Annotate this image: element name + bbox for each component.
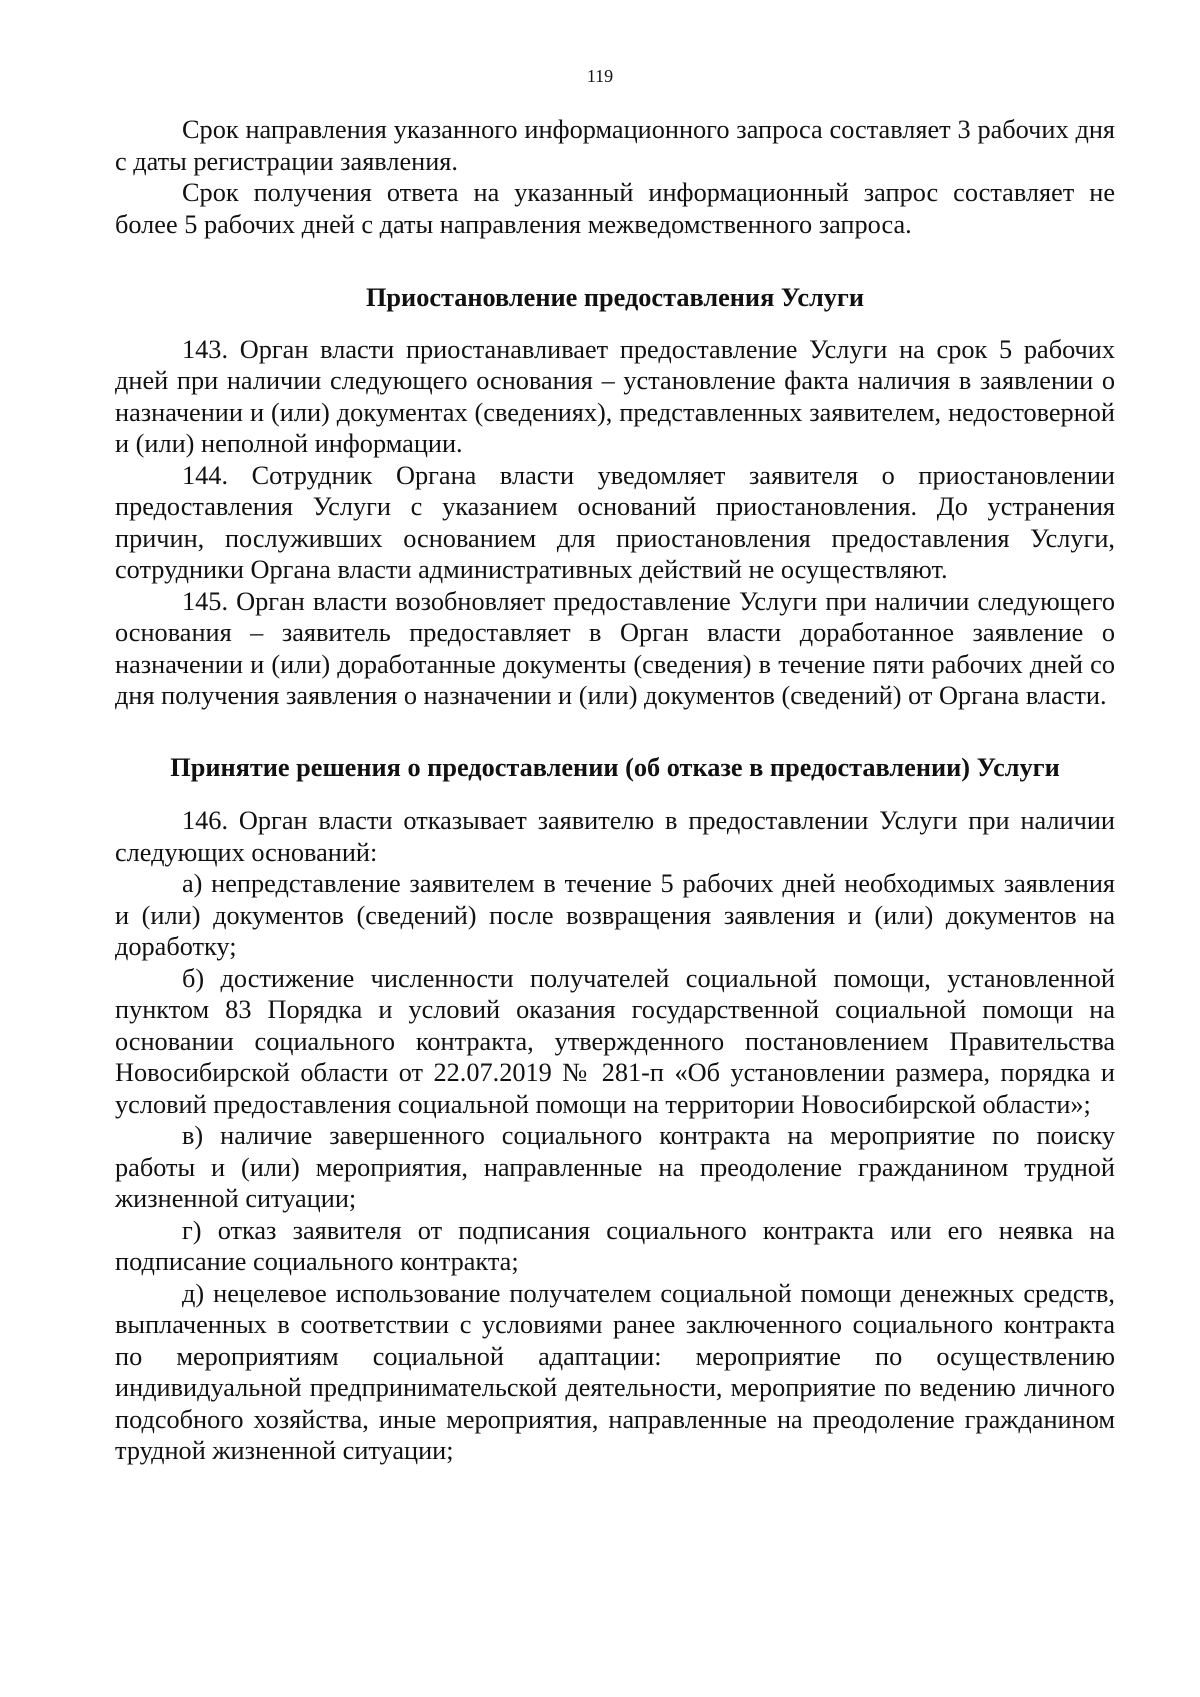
list-item-g: г) отказ заявителя от подписания социального контракта или его неявка на подписание социального контракта; (115, 1215, 1115, 1276)
paragraph-response-deadline: Срок получения ответа на указанный информационный запрос составляет не более 5 рабочих дней с даты направления межведомственного запроса. (115, 178, 1115, 239)
paragraph-144: 144. Сотрудник Органа власти уведомляет заявителя о приостановлении предоставления Услуги с указанием оснований приостановления. До устранения причин, послуживших основанием для приостановления предоставления Услуги, сотрудники Органа власти административных действий не осуществляют. (115, 460, 1115, 584)
heading-suspension: Приостановление предоставления Услуги (365, 283, 865, 312)
paragraph-145: 145. Орган власти возобновляет предоставление Услуги при наличии следующего основания – заявитель предоставляет в Орган власти доработанное заявление о назначении и (или) доработанные документы (сведения) в течение пяти рабочих дней со дня получения заявления о назначении и (или) документов (сведений) от Органа власти. (115, 586, 1115, 710)
page-number: 119 (586, 66, 614, 86)
document-body (115, 114, 1115, 1467)
list-item-a: а) непредставление заявителем в течение 5 рабочих дней необходимых заявления и (или) документов (сведений) после возвращения заявления и (или) документов на доработку; (115, 869, 1115, 961)
list-item-d: д) нецелевое использование получателем социальной помощи денежных средств, выплаченных в соответствии с условиями ранее заключенного социального контракта по мероприятиям социальной адаптации: мероприятие по осуществлению индивидуальной предпринимательской деятельности, мероприятие по ведению личного подсобного хозяйства, иные мероприятия, направленные на преодоление гражданином трудной жизненной ситуации; (115, 1278, 1115, 1465)
paragraph-request-deadline: Срок направления указанного информационного запроса составляет 3 рабочих дня с даты регистрации заявления. (115, 115, 1115, 176)
list-item-v: в) наличие завершенного социального контракта на мероприятие по поиску работы и (или) мероприятия, направленные на преодоление гражданином трудной жизненной ситуации; (115, 1121, 1115, 1213)
heading-decision: Принятие решения о предоставлении (об отказе в предоставлении) Услуги (170, 752, 1060, 782)
list-item-b: б) достижение численности получателей социальной помощи, установленной пунктом 83 Порядка и условий оказания государственной социальной помощи на основании социального контракта, утвержденного постановлением Правительства Новосибирской области от 22.07.2019 № 281-п «Об установлении размера, порядка и условий предоставления социальной помощи на территории Новосибирской области»; (115, 963, 1115, 1119)
paragraph-146: 146. Орган власти отказывает заявителю в предоставлении Услуги при наличии следующих оснований: (115, 806, 1115, 867)
paragraph-143: 143. Орган власти приостанавливает предоставление Услуги на срок 5 рабочих дней при наличии следующего основания – установление факта наличия в заявлении о назначении и (или) документах (сведениях), представленных заявителем, недостоверной и (или) неполной информации. (115, 334, 1115, 458)
